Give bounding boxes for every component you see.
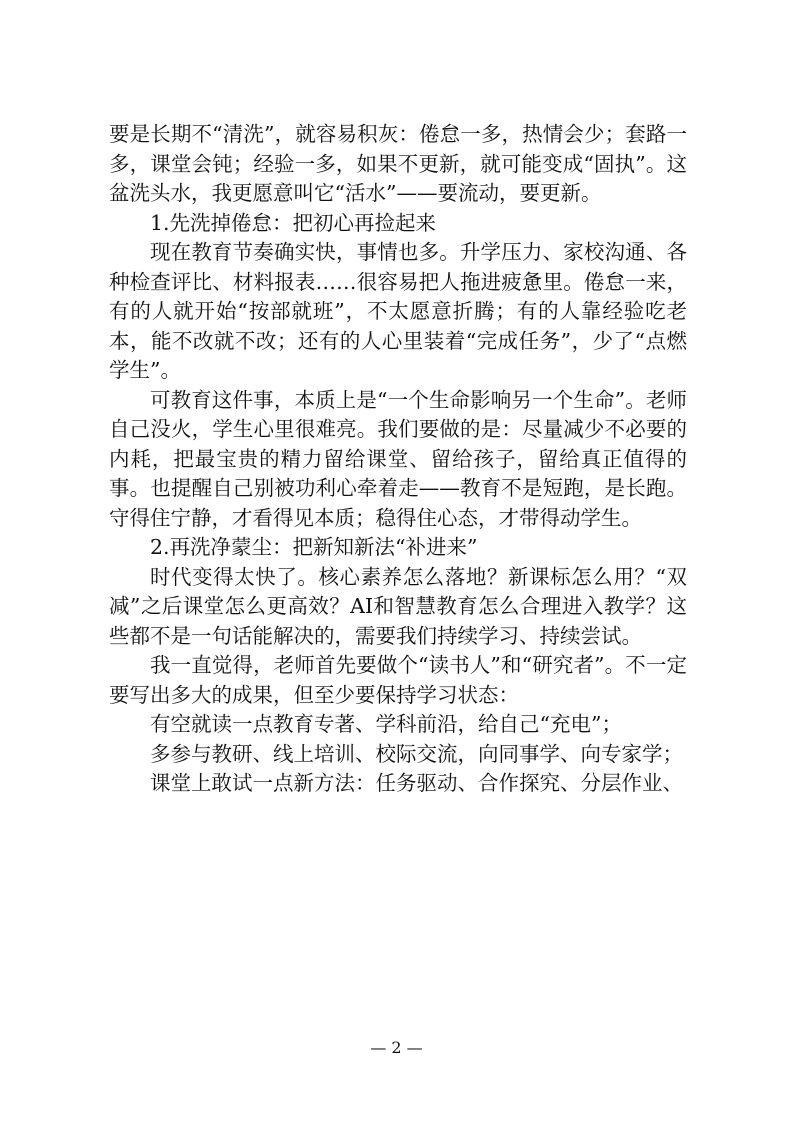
- section-heading-1: 1.先洗掉倦怠：把初心再捡起来: [150, 210, 437, 235]
- page-number: — 2 —: [370, 1038, 423, 1057]
- paragraph-continuation: 要是长期不“清洗”，就容易积灰：倦怠一多，热情会少；套路一多，课堂会钝；经验一多，如果不更新，就可能变成“固执”。这盆洗头水，我更愿意叫它“活水”——要流动，要更新。: [109, 122, 687, 205]
- paragraph: 现在教育节奏确实快，事情也多。升学压力、家校沟通、各种检查评比、材料报表……很容易把人拖进疲惫里。倦怠一来，有的人就开始“按部就班”，不太愿意折腾；有的人靠经验吃老本，能不改就不改；还有的人心里装着“完成任务”，少了“点燃学生”。: [109, 240, 687, 382]
- paragraph: 我一直觉得，老师首先要做个“读书人”和“研究者”。不一定要写出多大的成果，但至少要保持学习状态：: [109, 653, 687, 707]
- paragraph: 时代变得太快了。核心素养怎么落地？新课标怎么用？“双减”之后课堂怎么更高效？AI和智慧教育怎么合理进入教学？这些都不是一句话能解决的，需要我们持续学习、持续尝试。: [109, 564, 687, 648]
- list-line: 多参与教研、线上培训、校际交流，向同事学、向专家学；: [150, 741, 683, 766]
- paragraph: 可教育这件事，本质上是“一个生命影响另一个生命”。老师自己没火，学生心里很难亮。我们要做的是：尽量减少不必要的内耗，把最宝贵的精力留给课堂、留给孩子，留给真正值得的事。也提醒自己别被功利心牵着走——教育不是短跑，是长跑。守得住宁静，才看得见本质；稳得住心态，才带得动学生。: [109, 387, 687, 530]
- list-line: 有空就读一点教育专著、学科前沿，给自己“充电”；: [150, 712, 622, 736]
- list-line: 课堂上敢试一点新方法：任务驱动、合作探究、分层作业、: [150, 771, 683, 795]
- document-body: [109, 120, 687, 799]
- section-heading-2: 2.再洗净蒙尘：把新知新法“补进来”: [150, 535, 478, 559]
